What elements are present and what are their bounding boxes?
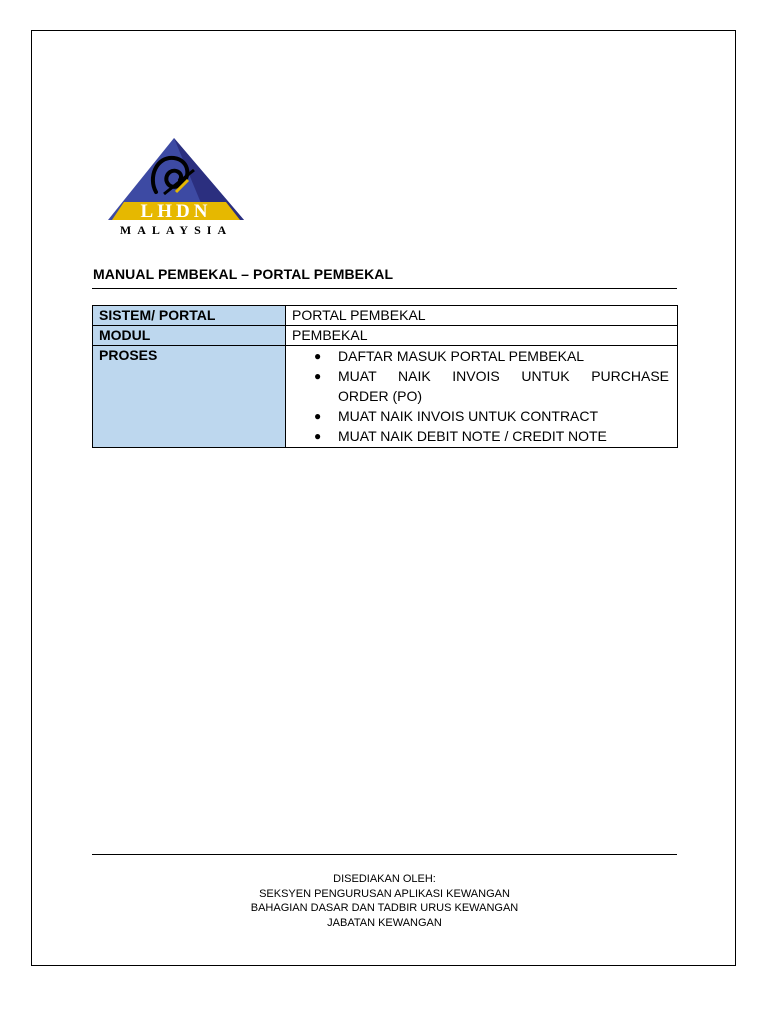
table-row-proses: [93, 346, 678, 448]
lhdn-logo-graphic: [104, 134, 250, 238]
list-item: [292, 346, 671, 366]
list-item: [292, 406, 671, 426]
process-item-text-continued: ORDER (PO): [338, 388, 422, 404]
lhdn-logo: [104, 134, 250, 238]
cell-label-proses: PROSES: [93, 346, 286, 448]
process-item-text: DAFTAR MASUK PORTAL PEMBEKAL: [338, 348, 585, 364]
cell-value-proses: [286, 346, 678, 448]
table-row-modul: [93, 326, 678, 346]
info-table: [92, 305, 678, 448]
process-list: [292, 346, 671, 447]
table-row-sistem: [93, 306, 678, 326]
footer-department: JABATAN KEWANGAN: [327, 916, 442, 929]
bullet-icon: ●: [314, 369, 322, 383]
footer: [92, 872, 677, 930]
logo-country-text: MALAYSIA: [119, 223, 233, 237]
logo-brand-text: LHDN: [140, 201, 212, 222]
title-divider: [92, 288, 677, 289]
process-item-text: MUAT NAIK INVOIS UNTUK PURCHASE: [338, 368, 669, 384]
footer-section: SEKSYEN PENGURUSAN APLIKASI KEWANGAN: [259, 887, 510, 900]
document-title: MANUAL PEMBEKAL – PORTAL PEMBEKAL: [93, 266, 394, 282]
footer-divider: [92, 854, 677, 855]
list-item: [292, 366, 671, 406]
footer-prepared-by: DISEDIAKAN OLEH:: [333, 873, 436, 885]
cell-value-sistem: PORTAL PEMBEKAL: [286, 306, 678, 326]
cell-value-modul: PEMBEKAL: [286, 326, 678, 346]
list-item: [292, 426, 671, 446]
bullet-icon: ●: [314, 349, 322, 363]
footer-division: BAHAGIAN DASAR DAN TADBIR URUS KEWANGAN: [250, 902, 519, 914]
bullet-icon: ●: [314, 429, 322, 443]
process-item-text: MUAT NAIK DEBIT NOTE / CREDIT NOTE: [338, 428, 607, 444]
cell-label-modul: MODUL: [93, 326, 286, 346]
bullet-icon: ●: [314, 409, 322, 423]
cell-label-sistem: SISTEM/ PORTAL: [93, 306, 286, 326]
process-item-text: MUAT NAIK INVOIS UNTUK CONTRACT: [338, 408, 599, 424]
